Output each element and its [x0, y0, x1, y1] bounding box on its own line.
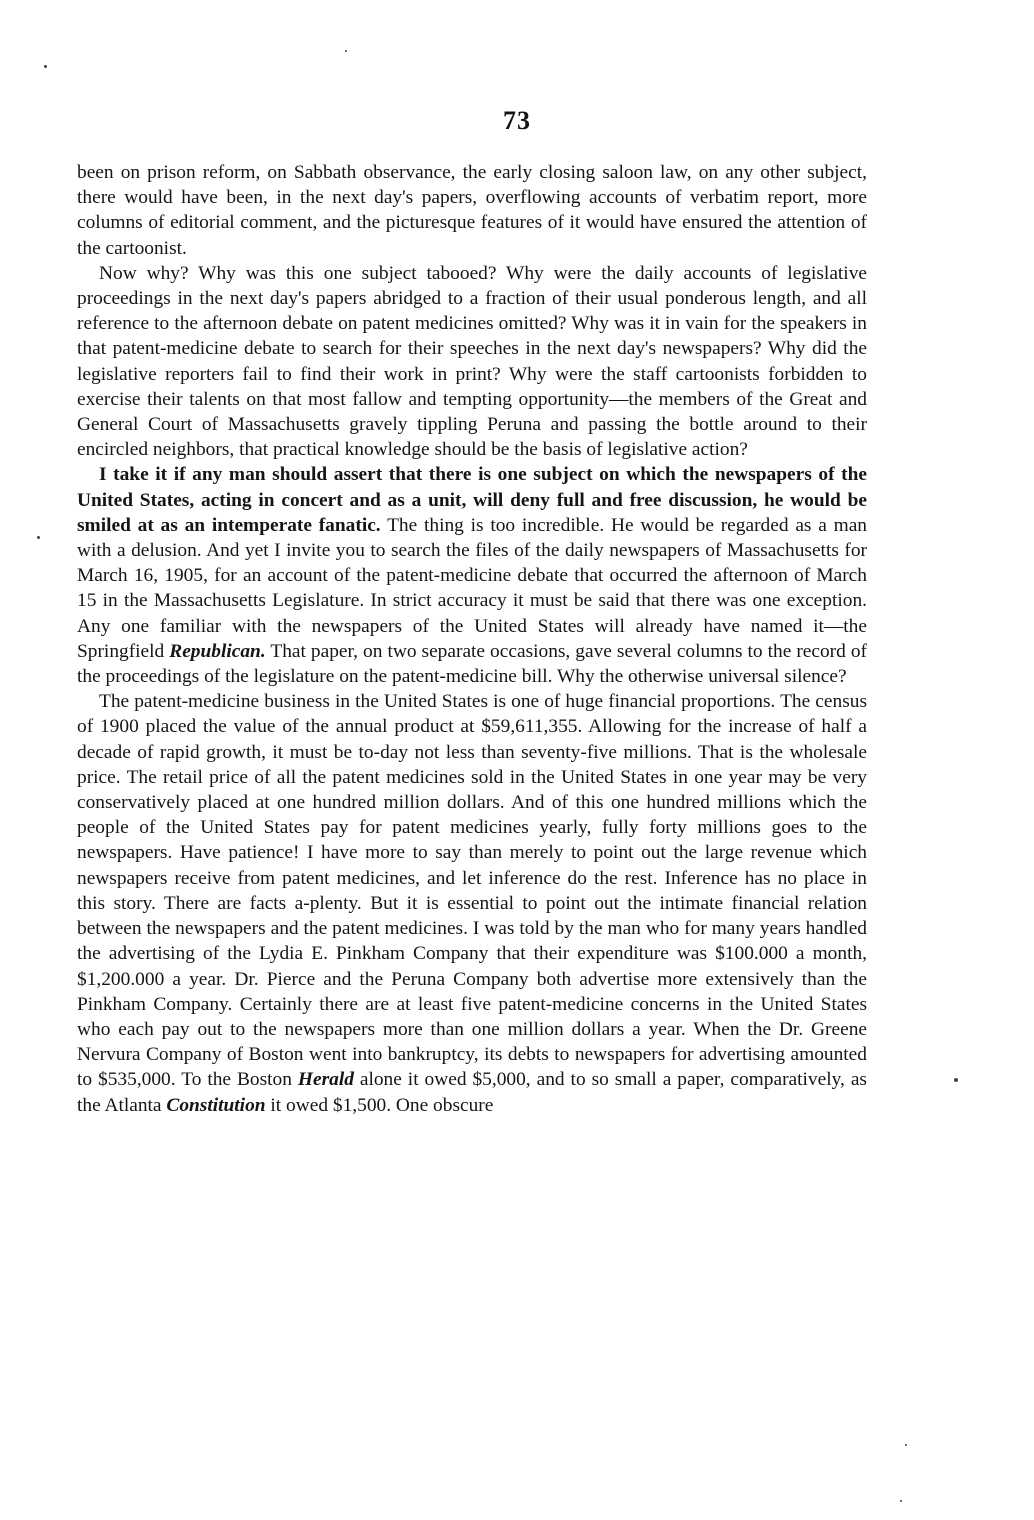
scan-speck — [37, 536, 40, 539]
paragraph-why-tabooed: Now why? Why was this one subject tabooed? Why were the daily accounts of legislative proceedings in the next day's papers abridged to a fraction of their usual ponderous length, and all reference to the afternoon debate on patent medicines omitted? Why was it in vain for the speakers in that patent-medicine debate to search for their speeches in the next day's newspapers? Why did the legislative reporters fail to find their work in print? Why were the staff cartoonists forbidden to exercise their talents on that most fallow and tempting opportunity—the members of the Great and General Court of Massachusetts gravely tippling Peruna and passing the bottle around to their encircled neighbors, that practical knowledge should be the basis of legislative action? — [77, 262, 867, 461]
scan-speck — [345, 50, 347, 52]
paragraph-text-segment: alone it owed $5,000, and to so small a paper, comparatively, as the Atlanta — [77, 1069, 867, 1116]
newspaper-title-herald: Herald — [297, 1069, 354, 1091]
newspaper-title-republican: Republican. — [169, 640, 266, 662]
page-number: 73 — [503, 106, 531, 135]
paragraph-text-segment: That paper, on two separate occasions, gave several columns to the record of the proceedings of the legislature on the patent-medicine bill. Why the otherwise universal silence? — [77, 640, 867, 688]
scan-speck — [905, 1444, 907, 1446]
paragraph-financial-proportions — [77, 689, 867, 1117]
paragraph-text-segment: it owed $1,500. One obscure — [265, 1094, 494, 1116]
scan-speck — [954, 1078, 958, 1082]
paragraph-text-segment: The patent-medicine business in the United States is one of huge financial proportions. The census of 1900 placed the value of the annual product at $59,611,355. Allowing for the increase of half a decade of rapid growth, it must be to-day not less than seventy-five millions. That is the wholesale price. The retail price of all the patent medicines sold in the United States in one year may be very conservatively placed at one hundred million dollars. And of this one hundred millions which the people of the United States pay for patent medicines yearly, fully forty millions goes to the newspapers. Have patience! I have more to say than merely to point out the large revenue which newspapers receive from patent medicines, and let inference do the rest. Inference has no place in this story. There are facts a-plenty. But it is essential to point out the intimate financial relation between the newspapers and the patent medicines. I was told by the man who for many years handled the advertising of the Lydia E. Pinkham Company that their expenditure was $100.000 a month, $1,200.000 a year. Dr. Pierce and the Peruna Company both advertise more extensively than the Pinkham Company. Certainly there are at least five patent-medicine concerns in the United States who each pay out to the newspapers more than one million dollars a year. When the Dr. Greene Nervura Company of Boston went into bankruptcy, its debts to newspapers for advertising amounted to $535,000. To the Boston — [77, 691, 867, 1091]
bold-lead-sentence: I take it if any man should assert that there is one subject on which the newspapers of the United States, acting in concert and as a unit, will deny full and free discussion, he would be smiled at as an intemperate fanatic. — [77, 464, 867, 536]
paragraph-continued: been on prison reform, on Sabbath observance, the early closing saloon law, on any other subject, there would have been, in the next day's papers, overflowing accounts of verbatim report, more columns of editorial comment, and the picturesque features of it would have ensured the attention of the cartoonist. — [77, 162, 867, 259]
scan-speck — [44, 65, 47, 68]
newspaper-title-constitution: Constitution — [166, 1094, 266, 1116]
body-text — [77, 160, 867, 1118]
scan-speck — [900, 1500, 902, 1502]
paragraph-text-segment: The thing is too incredible. He would be regarded as a man with a delusion. And yet I invite you to search the files of the daily newspapers of Massachusetts for March 16, 1905, for an account of the patent-medicine debate that occurred the afternoon of March 15 in the Massachusetts Legislature. In strict accuracy it must be said that there was one exception. Any one familiar with the newspapers of the United States will already have named it—the Springfield — [77, 514, 867, 662]
paragraph-deny-discussion — [77, 462, 867, 689]
